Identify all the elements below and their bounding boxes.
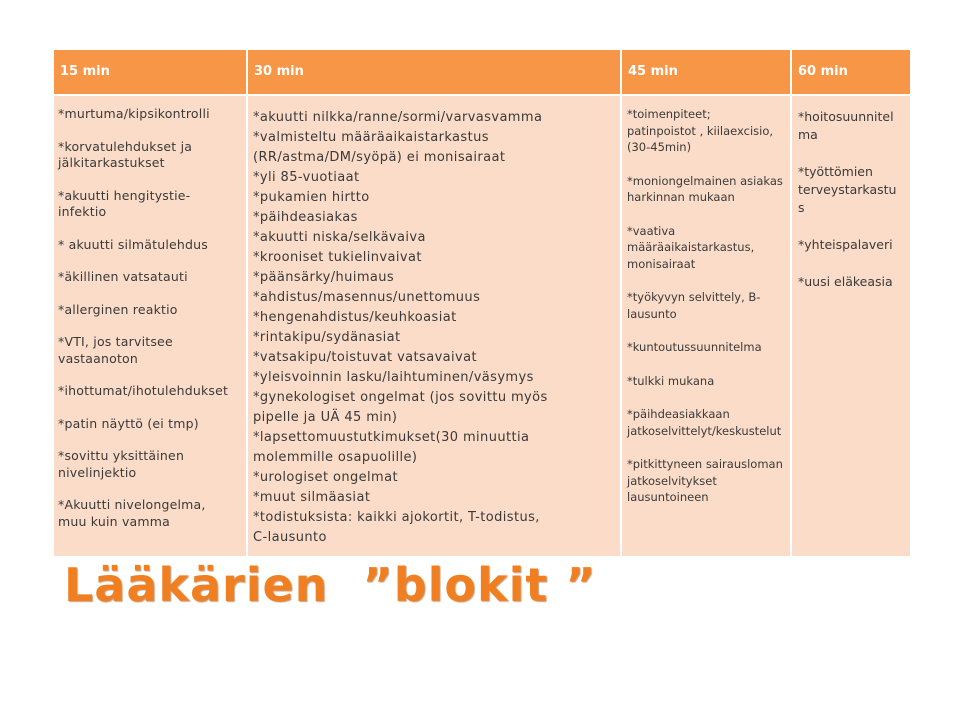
list-item: *Akuutti nivelongelma, muu kuin vamma [58, 497, 206, 529]
list-item: *urologiset ongelmat [253, 470, 398, 485]
list-item: *päihdeasiakkaan jatkoselvittelyt/keskustelut [627, 407, 782, 438]
list-item: *yhteispalaveri [798, 237, 893, 252]
list-item: *VTI, jos tarvitsee vastaanoton [58, 334, 173, 366]
list-item: *ihottumat/ihotulehdukset [58, 383, 229, 398]
list-item: * akuutti silmätulehdus [58, 236, 209, 252]
list-item: *rintakipu/sydänasiat [253, 330, 401, 345]
list-item: *päihdeasiakas [253, 210, 358, 225]
list-item: *pitkittyneen sairausloman jatkoselvitykset lausuntoineen [627, 457, 783, 504]
list-item: *sovittu yksittäinen nivelinjektio [58, 448, 185, 480]
list-item: *akuutti hengitystie- infektio [58, 187, 191, 219]
list-item: pipelle ja UÄ 45 min) [253, 410, 398, 425]
list-item: *ahdistus/masennus/unettomuus [253, 290, 481, 305]
list-item: molemmille osapuolille) [253, 450, 418, 465]
list-item: *krooniset tukielinvaivat [253, 250, 422, 265]
list-item: *toimenpiteet; patinpoistot , kiilaexcisio, (30-45min) [627, 107, 774, 154]
list-item: *vaativa määräaikaistarkastus, monisairaat [627, 223, 755, 271]
list-item: *kuntoutussuunnitelma [627, 340, 762, 354]
column-30min [248, 96, 620, 556]
list-item: *akuutti nilkka/ranne/sormi/varvasvamma [253, 110, 543, 125]
list-item: *hoitosuunnitel ma [798, 109, 894, 142]
list-item: *moniongelmainen asiakas harkinnan mukaan [627, 173, 783, 204]
list-item: *korvatulehdukset ja jälkitarkastukset [58, 138, 193, 170]
list-item: *todistuksista: kaikki ajokortit, T-todistus, [253, 510, 540, 525]
list-item: *yleisvoinnin lasku/laihtuminen/väsymys [253, 370, 534, 385]
list-item: *allerginen reaktio [58, 301, 178, 317]
list-item: *gynekologiset ongelmat (jos sovittu myös [253, 390, 548, 405]
header-15min: 15 min [54, 50, 246, 94]
list-item: *päänsärky/huimaus [253, 270, 395, 285]
list-item: (RR/astma/DM/syöpä) ei monisairaat [253, 150, 506, 165]
list-item: *uusi eläkeasia [798, 274, 893, 289]
list-item: *vatsakipu/toistuvat vatsavaivat [253, 350, 477, 365]
header-45min: 45 min [622, 50, 790, 94]
list-item: C-lausunto [253, 530, 327, 545]
list-item: *muut silmäasiat [253, 490, 371, 505]
page-title: Lääkärien ”blokit ” [64, 558, 597, 612]
list-item: *valmisteltu määräaikaistarkastus [253, 130, 489, 145]
list-item: *hengenahdistus/keuhkoasiat [253, 310, 457, 325]
list-item: *patin näyttö (ei tmp) [58, 415, 199, 431]
column-60min [792, 96, 910, 556]
column-45min [622, 96, 790, 556]
column-15min [54, 96, 246, 556]
list-item: *yli 85-vuotiaat [253, 170, 360, 185]
list-item: *pukamien hirtto [253, 190, 370, 205]
list-item: *työkyvyn selvittely, B- lausunto [627, 290, 761, 321]
header-60min: 60 min [792, 50, 910, 94]
list-item: *akuutti niska/selkävaiva [253, 230, 426, 245]
list-item: *työttömien terveystarkastu s [798, 164, 897, 215]
list-item: *tulkki mukana [627, 373, 715, 388]
list-item: *murtuma/kipsikontrolli [58, 106, 210, 121]
header-30min: 30 min [248, 50, 620, 94]
list-item: *lapsettomuustutkimukset(30 minuuttia [253, 430, 530, 445]
list-item: *äkillinen vatsatauti [58, 269, 188, 284]
